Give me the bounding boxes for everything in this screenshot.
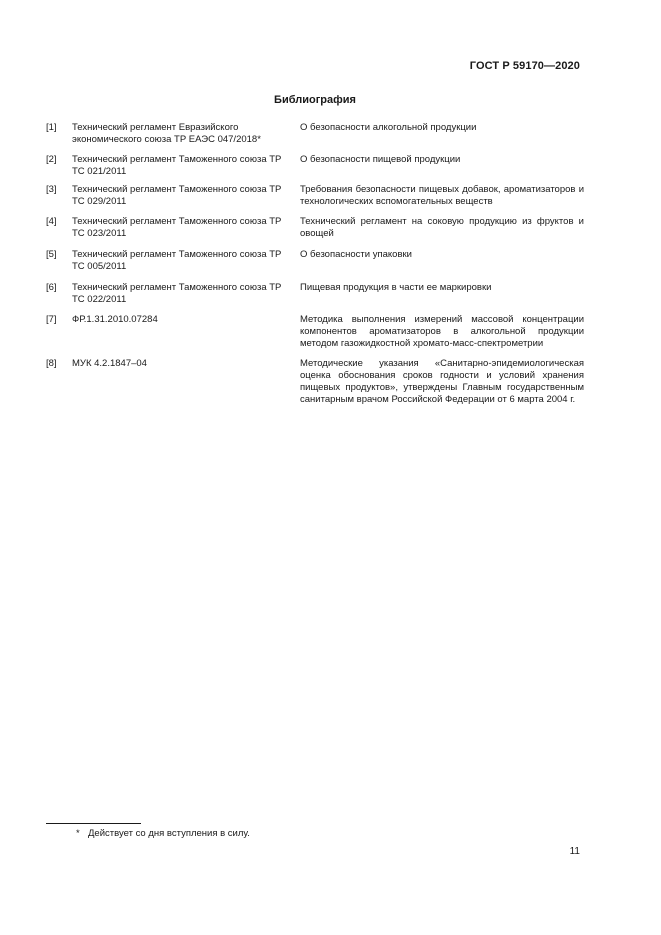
entry-number: [6] [46,282,57,293]
bibliography-entry [46,282,584,314]
bibliography-entry [46,184,584,216]
entry-reference: Технический регламент Евразийского экономического союза ТР ЕАЭС 047/2018* [72,122,261,145]
bibliography-entry [46,216,584,249]
entry-reference: ФР.1.31.2010.07284 [72,314,158,325]
bibliography-entry [46,249,584,282]
entry-reference: Технический регламент Таможенного союза ТР ТС 023/2011 [72,216,282,239]
footnote-divider [46,823,141,824]
bibliography-entry [46,154,584,184]
entry-number: [7] [46,314,57,325]
entry-reference: Технический регламент Таможенного союза ТР ТС 005/2011 [72,249,282,272]
bibliography-list [46,122,584,418]
entry-number: [3] [46,184,57,195]
entry-title: О безопасности алкогольной продукции [300,122,477,133]
entry-number: [1] [46,122,57,133]
bibliography-entry [46,358,584,418]
entry-reference: Технический регламент Таможенного союза ТР ТС 029/2011 [72,184,282,207]
bibliography-entry [46,122,584,154]
entry-reference: МУК 4.2.1847–04 [72,358,147,369]
entry-title: Технический регламент на соковую продукцию из фруктов и овощей [300,216,584,239]
section-title: Библиография [274,94,356,106]
footnote [76,828,250,840]
entry-reference: Технический регламент Таможенного союза ТР ТС 021/2011 [72,154,282,177]
footnote-marker: * [76,828,80,839]
entry-number: [2] [46,154,57,165]
standard-code: ГОСТ Р 59170—2020 [469,60,580,72]
entry-title: О безопасности упаковки [300,249,412,260]
entry-number: [8] [46,358,57,369]
page-number: 11 [569,846,580,857]
entry-title: Методические указания «Санитарно-эпидемиологическая оценка обоснования сроков годности и условий хранения пищевых продуктов», утверждены Главным государственным санитарным врачом Российской Федерации от 6 марта 2004 г. [300,358,584,405]
footnote-text: Действует со дня вступления в силу. [88,828,250,839]
entry-number: [4] [46,216,57,227]
bibliography-entry [46,314,584,358]
entry-title: Пищевая продукция в части ее маркировки [300,282,492,293]
entry-title: О безопасности пищевой продукции [300,154,461,165]
entry-reference: Технический регламент Таможенного союза ТР ТС 022/2011 [72,282,282,305]
entry-number: [5] [46,249,57,260]
entry-title: Требования безопасности пищевых добавок, ароматизаторов и технологических вспомогательных веществ [300,184,584,207]
entry-title: Методика выполнения измерений массовой концентрации компонентов ароматизаторов в алкогольной продукции методом газожидкостной хромато-масс-спектрометрии [300,314,584,349]
